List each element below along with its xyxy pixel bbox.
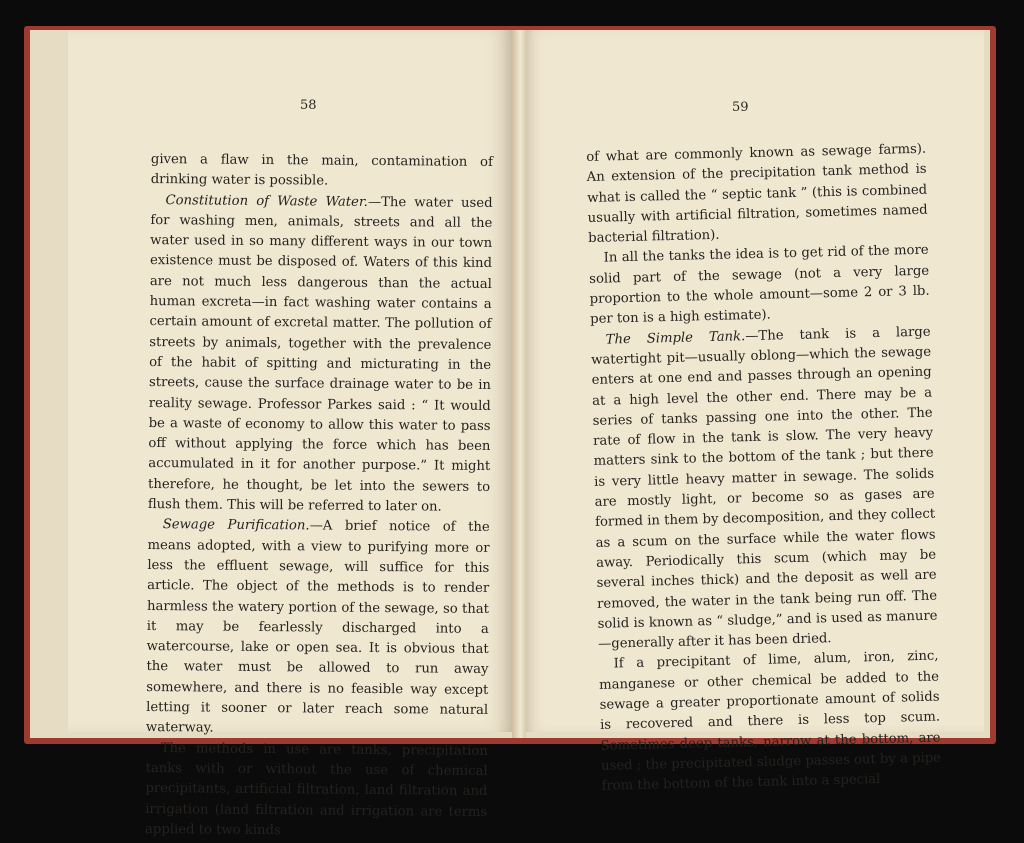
paragraph: Constitution of Waste Water.—The water used for washing men, animals, streets and all the water used in so many different ways in our town existence must be disposed of. Waters of this kind are not much less dangerous than the actual human excreta—in fact washing water contains a certain amount of excretal matter. The pollution of streets by animals, together with the prevalence of the habit of spitting and micturating in the streets, cause the surface drainage water to be in reality sewage. Professor Parkes said : “ It would be a waste of economy to allow this water to pass off without applying the force which has been accumulated in it for another purpose.” It might therefore, he thought, be let into the sewers to flush them. This will be referred to later on. <box>147 192 493 515</box>
paragraph: Sewage Purification.—A brief notice of the means adopted, with a view to purifying more or less the effluent sewage, will suffice for this article. The object of the methods is to render harmless the watery portion of the sewage, so that it may be fearlessly discharged into a watercourse, lake or open sea. It is obvious that the water must be allowed to run away somewhere, and there is no feasible way except letting it sooner or later reach some natural waterway. <box>145 517 490 736</box>
book-gutter <box>512 30 526 738</box>
right-page-number: 59 <box>732 100 749 115</box>
paragraph: given a flaw in the main, contamination of drinking water is possible. <box>150 151 493 189</box>
right-page-text <box>586 140 942 798</box>
paragraph-heading: Sewage Purification. <box>162 517 310 534</box>
paragraph: In all the tanks the idea is to get rid of the more solid part of the sewage (not a very large proportion to the whole amount—some 2 or 3 lb. per ton is a high estimate). <box>589 243 930 328</box>
paragraph-heading: The Simple Tank. <box>605 328 746 348</box>
paragraph: of what are commonly known as sewage farms). An extension of the precipitation tank method is what is called the “ septic tank ” (this is combined usually with artificial filtration, sometimes named bacterial filtration). <box>586 141 928 247</box>
paragraph: The methods in use are tanks, precipitation tanks with or without the use of chemical precipitants, artificial filtration, land filtration and irrigation (land filtration and irrigation are terms applied to two kinds <box>145 740 488 838</box>
paragraph: If a precipitant of lime, alum, iron, zinc, manganese or other chemical be added to the sewage a greater proportionate amount of solids is recovered and there is less top scum. Sometimes deep tanks, narrow at the bottom, are used ; the precipitated sludge passes out by a pipe from the bottom of the tank into a special <box>598 648 942 795</box>
left-page <box>68 30 514 838</box>
paragraph-heading: Constitution of Waste Water. <box>165 192 368 210</box>
left-page-text <box>145 150 493 843</box>
left-page-number: 58 <box>300 98 317 113</box>
paragraph: The Simple Tank.—The tank is a large watertight pit—usually oblong—which the sewage enters at one end and passes through an opening at a high level the other end. There may be a series of tanks passing one into the other. The rate of flow in the tank is slow. The very heavy matters sink to the bottom of the tank ; but there is very little heavy matter in sewage. The solids are mostly light, or become so as gases are formed in them by decomposition, and they collect as a scum on the surface while the water flows away. Periodically this scum (which may be several inches thick) and the deposit as well are removed, the water in the tank being run off. The solid is known as “ sludge,” and is used as manure—generally after it has been dried. <box>591 324 938 652</box>
right-page <box>522 30 984 795</box>
